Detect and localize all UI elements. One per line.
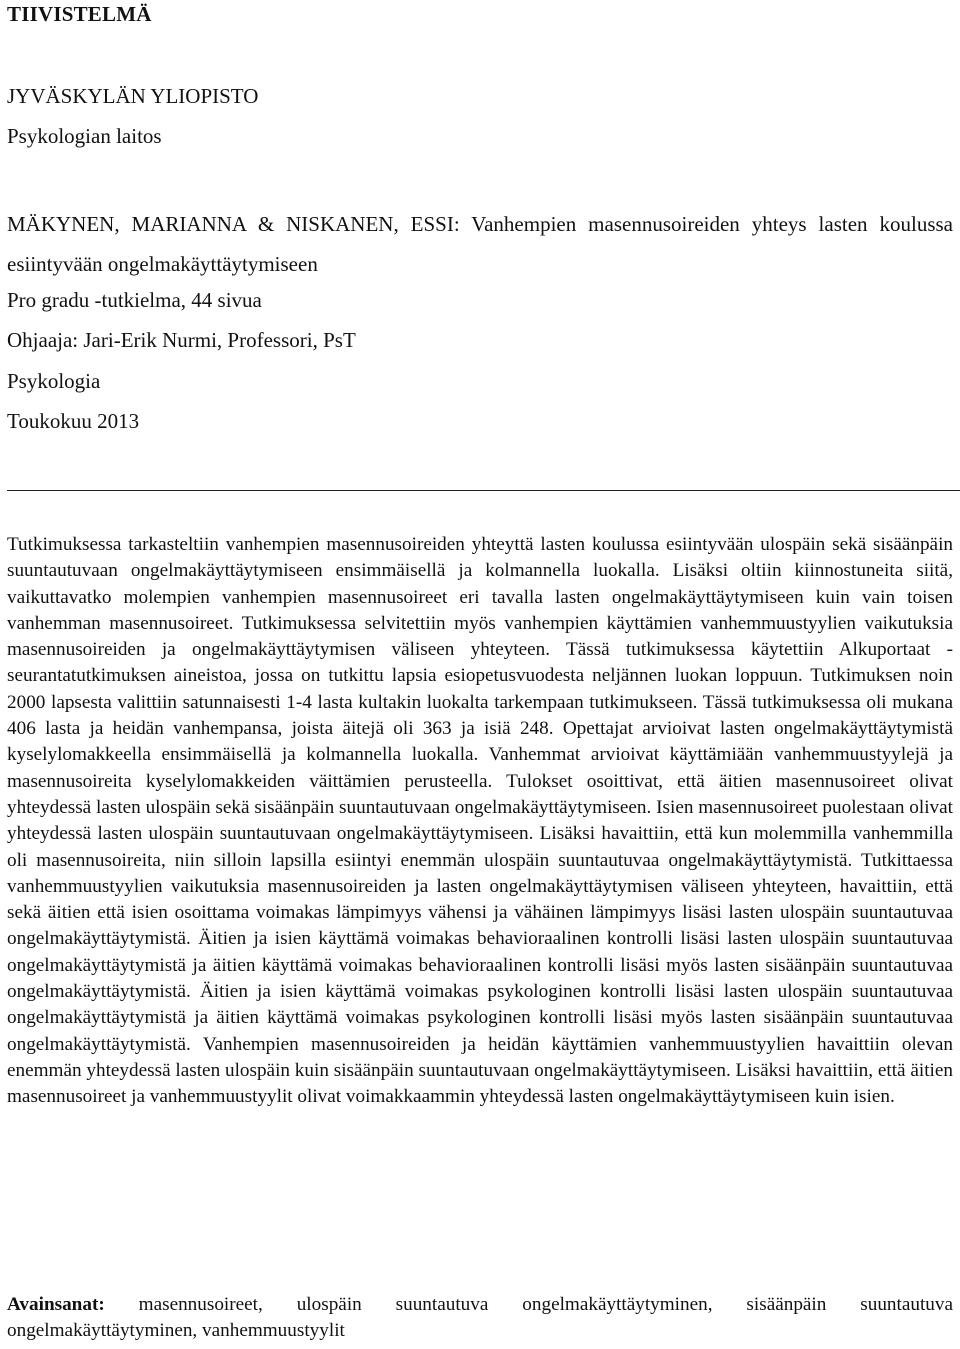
university-name: JYVÄSKYLÄN YLIOPISTO xyxy=(7,84,259,108)
authors-and-thesis-title: MÄKYNEN, MARIANNA & NISKANEN, ESSI: Vanhempien masennusoireiden yhteys lasten koulussa esiintyvään ongelmakäyttäytymiseen xyxy=(7,212,953,276)
section-divider xyxy=(7,490,960,491)
abstract-body: Tutkimuksessa tarkasteltiin vanhempien masennusoireiden yhteyttä lasten koulussa esiintyvään ulospäin sekä sisäänpäin suuntautuvaan ongelmakäyttäytymiseen ensimmäisellä ja kolmannella luokalla. Lisäksi oltiin kiinnostuneita siitä, vaikuttavatko molempien vanhempien masennusoireet eri tavalla lasten ongelmakäyttäytymiseen kuin vain toisen vanhemman masennusoireet. Tutkimuksessa selvitettiin myös vanhempien käyttämien vanhemmuustyylien vaikutuksia masennusoireiden ja ongelmakäyttäytymisen väliseen yhteyteen. Tässä tutkimuksessa käytettiin Alkuportaat - seurantatutkimuksen aineistoa, jossa on tutkittu lapsia esiopetusvuodesta neljännen luokan loppuun. Tutkimuksen noin 2000 lapsesta valittiin satunnaisesti 1-4 lasta kultakin luokalta tarkempaan tutkimukseen. Tässä tutkimuksessa oli mukana 406 lasta ja heidän vanhempansa, joista äitejä oli 363 ja isiä 248. Opettajat arvioivat lasten ongelmakäyttäytymistä kyselylomakkeella ensimmäisellä ja kolmannella luokalla. Vanhemmat arvioivat käyttämiään vanhemmuustyylejä ja masennusoireita kyselylomakkeiden väittämien perusteella. Tulokset osoittivat, että äitien masennusoireet olivat yhteydessä lasten ulospäin sekä sisäänpäin suuntautuvaan ongelmakäyttäytymiseen. Isien masennusoireet puolestaan olivat yhteydessä lasten ulospäin suuntautuvaan ongelmakäyttäytymiseen. Lisäksi havaittiin, että kun molemmilla vanhemmilla oli masennusoireita, niin silloin lapsilla esiintyi enemmän ulospäin suuntautuvaa ongelmakäyttäytymistä. Tutkittaessa vanhemmuustyylien vaikutuksia masennusoireiden ja lasten ongelmakäyttäytymisen väliseen yhteyteen, havaittiin, että sekä äitien että isien osoittama voimakas lämpimyys vähensi ja vähäinen lämpimyys lisäsi lasten ulospäin suuntautuvaa ongelmakäyttäytymistä. Äitien ja isien käyttämä voimakas behavioraalinen kontrolli lisäsi lasten ulospäin suuntautuvaa ongelmakäyttäytymistä ja äitien käyttämä voimakas behavioraalinen kontrolli lisäsi myös lasten sisäänpäin suuntautuvaa ongelmakäyttäytymistä. Äitien ja isien käyttämä voimakas psykologinen kontrolli lisäsi lasten ulospäin suuntautuvaa ongelmakäyttäytymistä ja äitien käyttämä voimakas psykologinen kontrolli lisäsi myös lasten sisäänpäin suuntautuvaa ongelmakäyttäytymistä. Vanhempien masennusoireiden ja heidän käyttämien vanhemmuustyylien havaittiin olevan enemmän yhteydessä lasten ulospäin kuin sisäänpäin suuntautuvaan ongelmakäyttäytymiseen. Lisäksi havaittiin, että äitien masennusoireet ja vanhemmuustyylit olivat voimakkaammin yhteydessä lasten ongelmakäyttäytymiseen kuin isien. xyxy=(7,534,953,1108)
keywords-list: masennusoireet, ulospäin suuntautuva ongelmakäyttäytyminen, sisäänpäin suuntautuva ongelmakäyttäytyminen, vanhemmuustyylit xyxy=(7,1294,953,1342)
page-title: TIIVISTELMÄ xyxy=(7,2,152,26)
keywords-paragraph xyxy=(7,1292,953,1345)
subject-line: Psykologia xyxy=(7,369,101,393)
thesis-type: Pro gradu -tutkielma, 44 sivua xyxy=(7,288,262,312)
keywords-label: Avainsanat: xyxy=(7,1294,105,1315)
department-name: Psykologian laitos xyxy=(7,124,162,148)
date-line: Toukokuu 2013 xyxy=(7,409,140,433)
supervisor-line: Ohjaaja: Jari-Erik Nurmi, Professori, PsT xyxy=(7,328,356,352)
